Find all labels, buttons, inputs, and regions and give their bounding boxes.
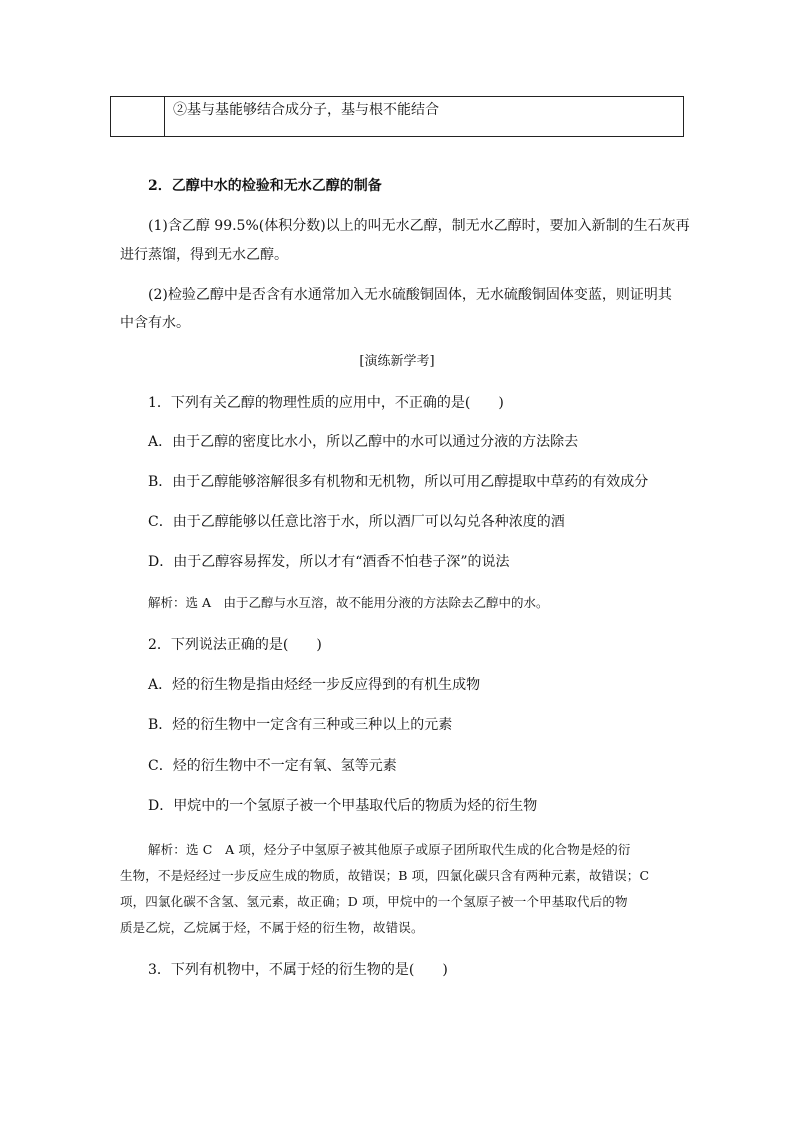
question-2-analysis [120,837,696,941]
section-heading: 2．乙醇中水的检验和无水乙醇的制备 [148,178,382,194]
paragraph-2-line-2: 中含有水。 [120,315,190,331]
question-2-option-b: B．烃的衍生物中一定含有三种或三种以上的元素 [148,717,453,733]
question-2-option-c: C．烃的衍生物中不一定有氧、氢等元素 [148,758,397,774]
question-2-analysis-line-4: 质是乙烷，乙烷属于烃，不属于烃的衍生物，故错误。 [120,920,424,935]
table-left-cell [111,97,165,136]
table-right-cell-text: ②基与基能够结合成分子，基与根不能结合 [173,102,439,118]
question-1-analysis: 解析：选 A 由于乙醇与水互溶，故不能用分液的方法除去乙醇中的水。 [148,595,549,610]
question-2-option-d: D．甲烷中的一个氢原子被一个甲基取代后的物质为烃的衍生物 [148,798,538,814]
question-1-option-b: B．由于乙醇能够溶解很多有机物和无机物，所以可用乙醇提取中草药的有效成分 [148,474,649,490]
question-2-analysis-line-2: 生物，不是烃经过一步反应生成的物质，故错误；B 项，四氯化碳只含有两种元素，故错误；C [120,868,650,883]
question-1-option-d: D．由于乙醇容易挥发，所以才有“酒香不怕巷子深”的说法 [148,554,510,570]
practice-title: [演练新学考] [359,354,435,369]
question-1-option-c: C．由于乙醇能够以任意比溶于水，所以酒厂可以勾兑各种浓度的酒 [148,514,565,530]
question-1-stem: 1．下列有关乙醇的物理性质的应用中，不正确的是( ) [148,395,504,411]
question-2-analysis-line-1: 解析：选 C A 项，烃分子中氢原子被其他原子或原子团所取代生成的化合物是烃的衍 [148,842,631,857]
paragraph-2-line-1: (2)检验乙醇中是否含有水通常加入无水硫酸铜固体，无水硫酸铜固体变蓝，则证明其 [148,287,672,303]
question-3-stem: 3．下列有机物中，不属于烃的衍生物的是( ) [148,962,448,978]
table-fragment [110,96,684,137]
question-2-stem: 2．下列说法正确的是( ) [148,637,322,653]
paragraph-1-line-1: (1)含乙醇 99.5%(体积分数)以上的叫无水乙醇，制无水乙醇时，要加入新制的生石灰再 [148,218,690,234]
question-1-option-a: A．由于乙醇的密度比水小，所以乙醇中的水可以通过分液的方法除去 [148,434,579,450]
question-2-analysis-line-3: 项，四氯化碳不含氢、氢元素，故正确；D 项，甲烷中的一个氢原子被一个甲基取代后的物 [120,894,628,909]
paragraph-1-line-2: 进行蒸馏，得到无水乙醇。 [120,247,288,263]
question-2-option-a: A．烃的衍生物是指由烃经一步反应得到的有机生成物 [148,677,481,693]
